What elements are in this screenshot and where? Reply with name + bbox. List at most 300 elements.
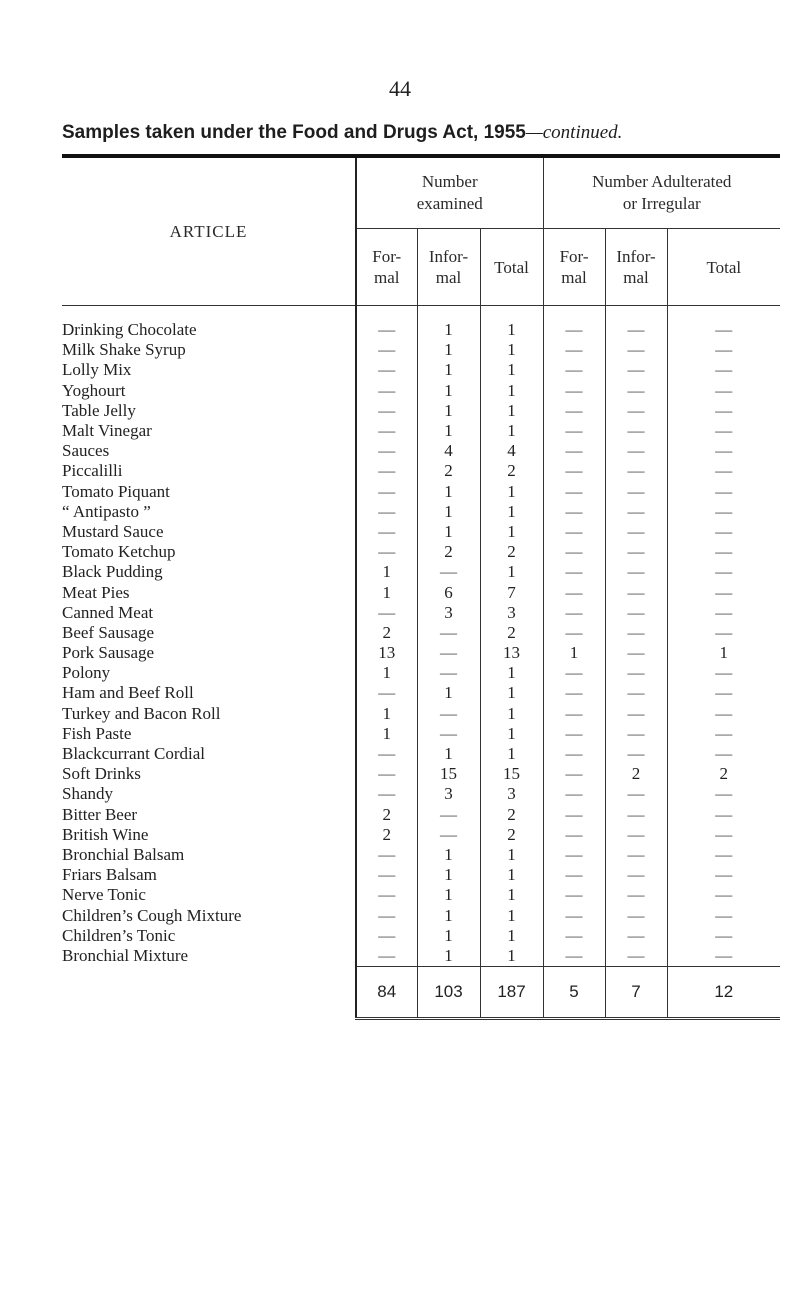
cell-value: 1: [417, 744, 480, 764]
article-name: [62, 360, 356, 380]
cell-value: 2: [480, 542, 543, 562]
cell-value: 4: [417, 441, 480, 461]
cell-value: —: [417, 562, 480, 582]
cell-value: 1: [480, 926, 543, 946]
article-name: [62, 724, 356, 744]
cell-value: 1: [356, 562, 417, 582]
article-name: [62, 865, 356, 885]
cell-value: 1: [480, 946, 543, 967]
caption-main: Samples taken under the Food and Drugs Act, 1955: [62, 122, 526, 143]
cell-value: 4: [480, 441, 543, 461]
article-label: Black Pudding: [62, 562, 163, 582]
cell-value: 1: [417, 482, 480, 502]
article-label: Friars Balsam: [62, 865, 157, 885]
cell-value: 2: [480, 461, 543, 481]
cell-value: —: [417, 805, 480, 825]
total-value: 187: [480, 967, 543, 1019]
cell-value: —: [667, 522, 780, 542]
table-row: [62, 825, 780, 845]
article-name: [62, 401, 356, 421]
cell-value: —: [356, 522, 417, 542]
article-label: Children’s Tonic: [62, 925, 176, 945]
article-label: Table Jelly: [62, 400, 136, 420]
informal-examined-header: Infor- mal: [417, 229, 480, 306]
article-name: [62, 704, 356, 724]
cell-value: —: [605, 704, 667, 724]
table-row: [62, 946, 780, 967]
cell-value: —: [667, 865, 780, 885]
table-row: [62, 421, 780, 441]
cell-value: —: [543, 784, 605, 804]
cell-value: —: [417, 724, 480, 744]
cell-value: —: [605, 784, 667, 804]
article-label: Mustard Sauce: [62, 521, 164, 541]
cell-value: 1: [480, 905, 543, 925]
cell-value: 1: [480, 381, 543, 401]
cell-value: —: [667, 542, 780, 562]
cell-value: —: [356, 482, 417, 502]
cell-value: —: [543, 522, 605, 542]
cell-value: 1: [480, 704, 543, 724]
table-row: [62, 683, 780, 703]
cell-value: —: [605, 340, 667, 360]
cell-value: 1: [480, 502, 543, 522]
table-row: [62, 744, 780, 764]
cell-value: 2: [667, 764, 780, 784]
cell-value: —: [605, 461, 667, 481]
table-row: [62, 905, 780, 925]
cell-value: —: [605, 306, 667, 341]
cell-value: 1: [480, 683, 543, 703]
cell-value: 1: [480, 522, 543, 542]
cell-value: —: [543, 461, 605, 481]
cell-value: —: [356, 306, 417, 341]
cell-value: —: [605, 603, 667, 623]
cell-value: 1: [480, 845, 543, 865]
cell-value: —: [667, 461, 780, 481]
article-label: Sauces: [62, 441, 110, 461]
article-name: [62, 306, 356, 341]
cell-value: —: [667, 744, 780, 764]
cell-value: —: [543, 502, 605, 522]
cell-value: 1: [667, 643, 780, 663]
samples-table: [62, 158, 780, 1020]
cell-value: —: [667, 306, 780, 341]
cell-value: 13: [480, 643, 543, 663]
page-number: 44: [389, 76, 411, 101]
article-label: British Wine: [62, 824, 149, 844]
cell-value: 1: [480, 744, 543, 764]
article-label: Yoghourt: [62, 380, 126, 400]
cell-value: —: [543, 542, 605, 562]
table-row: [62, 784, 780, 804]
cell-value: —: [417, 663, 480, 683]
article-name: [62, 441, 356, 461]
article-header: ARTICLE: [62, 158, 356, 306]
cell-value: —: [605, 623, 667, 643]
cell-value: —: [356, 905, 417, 925]
number-adulterated-header: [543, 158, 780, 229]
cell-value: —: [356, 845, 417, 865]
table-row: [62, 885, 780, 905]
cell-value: —: [356, 340, 417, 360]
number-adulterated-label: Number Adulterated or Irregular: [592, 172, 732, 213]
cell-value: 13: [356, 643, 417, 663]
cell-value: 1: [417, 926, 480, 946]
cell-value: —: [417, 825, 480, 845]
cell-value: 1: [480, 865, 543, 885]
article-label: Turkey and Bacon Roll: [62, 703, 221, 723]
cell-value: 1: [480, 401, 543, 421]
cell-value: —: [605, 744, 667, 764]
article-name: [62, 643, 356, 663]
cell-value: —: [543, 704, 605, 724]
cell-value: —: [605, 482, 667, 502]
cell-value: 6: [417, 582, 480, 602]
cell-value: —: [543, 401, 605, 421]
cell-value: —: [667, 905, 780, 925]
table-row: [62, 865, 780, 885]
cell-value: —: [667, 603, 780, 623]
table-row: [62, 340, 780, 360]
cell-value: —: [356, 764, 417, 784]
cell-value: —: [667, 946, 780, 967]
total-examined-header: Total: [480, 229, 543, 306]
cell-value: —: [667, 683, 780, 703]
cell-value: —: [605, 663, 667, 683]
cell-value: —: [667, 582, 780, 602]
cell-value: —: [605, 381, 667, 401]
article-name: [62, 744, 356, 764]
article-name: [62, 522, 356, 542]
cell-value: —: [605, 825, 667, 845]
cell-value: —: [543, 381, 605, 401]
number-examined-header: [356, 158, 543, 229]
cell-value: —: [356, 603, 417, 623]
cell-value: 1: [356, 704, 417, 724]
cell-value: —: [667, 381, 780, 401]
table-row: [62, 582, 780, 602]
cell-value: 1: [356, 724, 417, 744]
cell-value: —: [543, 744, 605, 764]
cell-value: —: [605, 885, 667, 905]
article-label: Canned Meat: [62, 602, 154, 622]
total-adulterated-header: Total: [667, 229, 780, 306]
totals-row: [62, 967, 780, 1019]
cell-value: —: [356, 946, 417, 967]
cell-value: 2: [356, 623, 417, 643]
article-label: Bronchial Mixture: [62, 946, 189, 966]
cell-value: 1: [480, 340, 543, 360]
cell-value: —: [543, 603, 605, 623]
article-name: [62, 663, 356, 683]
cell-value: 1: [417, 381, 480, 401]
cell-value: —: [667, 784, 780, 804]
cell-value: 1: [417, 885, 480, 905]
article-name: [62, 482, 356, 502]
cell-value: —: [605, 724, 667, 744]
cell-value: —: [667, 845, 780, 865]
cell-value: —: [667, 482, 780, 502]
cell-value: 3: [417, 784, 480, 804]
article-label: Malt Vinegar: [62, 421, 152, 441]
cell-value: 1: [480, 306, 543, 341]
cell-value: 1: [417, 306, 480, 341]
cell-value: —: [605, 643, 667, 663]
cell-value: —: [667, 805, 780, 825]
article-label: Milk Shake Syrup: [62, 340, 186, 360]
total-value: 103: [417, 967, 480, 1019]
cell-value: 2: [480, 623, 543, 643]
cell-value: 2: [480, 825, 543, 845]
cell-value: —: [605, 905, 667, 925]
cell-value: 1: [356, 582, 417, 602]
cell-value: —: [605, 421, 667, 441]
cell-value: —: [605, 683, 667, 703]
cell-value: —: [543, 885, 605, 905]
formal-examined-header: For- mal: [356, 229, 417, 306]
cell-value: 2: [417, 461, 480, 481]
article-name: [62, 784, 356, 804]
article-name: [62, 502, 356, 522]
article-name: [62, 562, 356, 582]
cell-value: —: [543, 926, 605, 946]
cell-value: —: [543, 360, 605, 380]
article-name: [62, 461, 356, 481]
article-label: Beef Sausage: [62, 622, 155, 642]
cell-value: —: [605, 926, 667, 946]
article-name: [62, 421, 356, 441]
table-row: [62, 926, 780, 946]
cell-value: —: [667, 704, 780, 724]
table-row: [62, 845, 780, 865]
article-label: “ Antipasto ”: [62, 501, 151, 521]
cell-value: —: [417, 704, 480, 724]
total-value: 7: [605, 967, 667, 1019]
cell-value: —: [667, 340, 780, 360]
table-row: [62, 482, 780, 502]
cell-value: —: [667, 401, 780, 421]
article-label: Fish Paste: [62, 723, 132, 743]
article-name: [62, 905, 356, 925]
cell-value: 7: [480, 582, 543, 602]
cell-value: —: [667, 724, 780, 744]
total-value: 5: [543, 967, 605, 1019]
cell-value: —: [667, 360, 780, 380]
cell-value: —: [667, 926, 780, 946]
cell-value: 1: [480, 482, 543, 502]
article-name: [62, 582, 356, 602]
cell-value: 1: [417, 340, 480, 360]
total-value: 12: [667, 967, 780, 1019]
cell-value: —: [543, 421, 605, 441]
cell-value: 1: [417, 502, 480, 522]
article-label: Lolly Mix: [62, 360, 132, 380]
article-label: Polony: [62, 663, 111, 683]
article-label: Blackcurrant Cordial: [62, 744, 206, 764]
cell-value: —: [543, 683, 605, 703]
article-name: [62, 926, 356, 946]
formal-adulterated-header: For- mal: [543, 229, 605, 306]
article-name: [62, 683, 356, 703]
cell-value: 2: [480, 805, 543, 825]
article-label: Tomato Piquant: [62, 481, 170, 501]
cell-value: 1: [480, 360, 543, 380]
cell-value: 3: [480, 603, 543, 623]
cell-value: —: [543, 340, 605, 360]
cell-value: —: [543, 865, 605, 885]
cell-value: —: [356, 926, 417, 946]
article-label: Piccalilli: [62, 461, 123, 481]
table-row: [62, 663, 780, 683]
cell-value: —: [356, 381, 417, 401]
cell-value: —: [356, 885, 417, 905]
cell-value: 1: [417, 905, 480, 925]
cell-value: —: [605, 360, 667, 380]
article-label: Nerve Tonic: [62, 885, 146, 905]
article-label: Shandy: [62, 784, 113, 804]
table-row: [62, 643, 780, 663]
cell-value: —: [605, 865, 667, 885]
table-row: [62, 522, 780, 542]
caption-continued: —continued.: [525, 122, 623, 143]
table-row: [62, 461, 780, 481]
cell-value: —: [356, 784, 417, 804]
table-row: [62, 441, 780, 461]
cell-value: —: [543, 946, 605, 967]
cell-value: 1: [417, 360, 480, 380]
article-label: Drinking Chocolate: [62, 320, 197, 340]
cell-value: —: [543, 482, 605, 502]
cell-value: —: [605, 502, 667, 522]
article-label: Soft Drinks: [62, 764, 141, 784]
cell-value: 1: [480, 885, 543, 905]
cell-value: —: [543, 825, 605, 845]
cell-value: 1: [417, 522, 480, 542]
cell-value: —: [543, 845, 605, 865]
cell-value: —: [356, 542, 417, 562]
article-label: Bronchial Balsam: [62, 844, 185, 864]
cell-value: —: [356, 865, 417, 885]
cell-value: 1: [417, 946, 480, 967]
cell-value: —: [605, 542, 667, 562]
article-name: [62, 825, 356, 845]
article-label: Children’s Cough Mixture: [62, 905, 242, 925]
cell-value: 1: [417, 421, 480, 441]
cell-value: —: [356, 360, 417, 380]
cell-value: —: [667, 825, 780, 845]
cell-value: —: [543, 805, 605, 825]
cell-value: 15: [417, 764, 480, 784]
article-label: Pork Sausage: [62, 643, 155, 663]
table-row: [62, 306, 780, 341]
cell-value: —: [543, 663, 605, 683]
cell-value: 1: [417, 845, 480, 865]
table-caption: [62, 122, 622, 144]
total-value: 84: [356, 967, 417, 1019]
cell-value: —: [417, 623, 480, 643]
table-row: [62, 381, 780, 401]
cell-value: —: [356, 461, 417, 481]
cell-value: —: [667, 562, 780, 582]
table-row: [62, 502, 780, 522]
table-row: [62, 360, 780, 380]
table-row: [62, 603, 780, 623]
cell-value: —: [356, 421, 417, 441]
article-label: Tomato Ketchup: [62, 542, 176, 562]
cell-value: 2: [417, 542, 480, 562]
article-label: Bitter Beer: [62, 804, 138, 824]
samples-table-container: [62, 158, 780, 1020]
table-row: [62, 401, 780, 421]
cell-value: —: [356, 744, 417, 764]
cell-value: —: [356, 401, 417, 421]
article-name: [62, 946, 356, 967]
cell-value: 1: [543, 643, 605, 663]
cell-value: 1: [356, 663, 417, 683]
cell-value: 1: [417, 401, 480, 421]
article-name: [62, 845, 356, 865]
cell-value: 15: [480, 764, 543, 784]
table-row: [62, 764, 780, 784]
cell-value: —: [667, 663, 780, 683]
cell-value: —: [667, 502, 780, 522]
cell-value: —: [667, 885, 780, 905]
cell-value: —: [605, 805, 667, 825]
table-row: [62, 542, 780, 562]
cell-value: 2: [356, 825, 417, 845]
cell-value: —: [543, 623, 605, 643]
table-row: [62, 623, 780, 643]
cell-value: —: [605, 562, 667, 582]
cell-value: 1: [480, 421, 543, 441]
table-row: [62, 805, 780, 825]
cell-value: —: [667, 421, 780, 441]
article-name: [62, 381, 356, 401]
table-row: [62, 562, 780, 582]
cell-value: —: [543, 905, 605, 925]
table-row: [62, 704, 780, 724]
article-name: [62, 885, 356, 905]
cell-value: 3: [417, 603, 480, 623]
article-name: [62, 542, 356, 562]
cell-value: 2: [356, 805, 417, 825]
cell-value: —: [605, 401, 667, 421]
cell-value: —: [543, 764, 605, 784]
cell-value: —: [605, 845, 667, 865]
table-body: [62, 306, 780, 1019]
article-name: [62, 764, 356, 784]
article-name: [62, 805, 356, 825]
cell-value: 1: [417, 683, 480, 703]
cell-value: —: [605, 522, 667, 542]
cell-value: —: [356, 441, 417, 461]
cell-value: —: [543, 724, 605, 744]
cell-value: —: [543, 441, 605, 461]
cell-value: —: [417, 643, 480, 663]
article-name: [62, 623, 356, 643]
cell-value: —: [605, 946, 667, 967]
cell-value: —: [543, 306, 605, 341]
cell-value: 2: [605, 764, 667, 784]
cell-value: —: [605, 582, 667, 602]
cell-value: 3: [480, 784, 543, 804]
cell-value: —: [543, 582, 605, 602]
cell-value: 1: [480, 663, 543, 683]
cell-value: 1: [480, 724, 543, 744]
totals-blank-cell: [62, 967, 356, 1019]
table-row: [62, 724, 780, 744]
